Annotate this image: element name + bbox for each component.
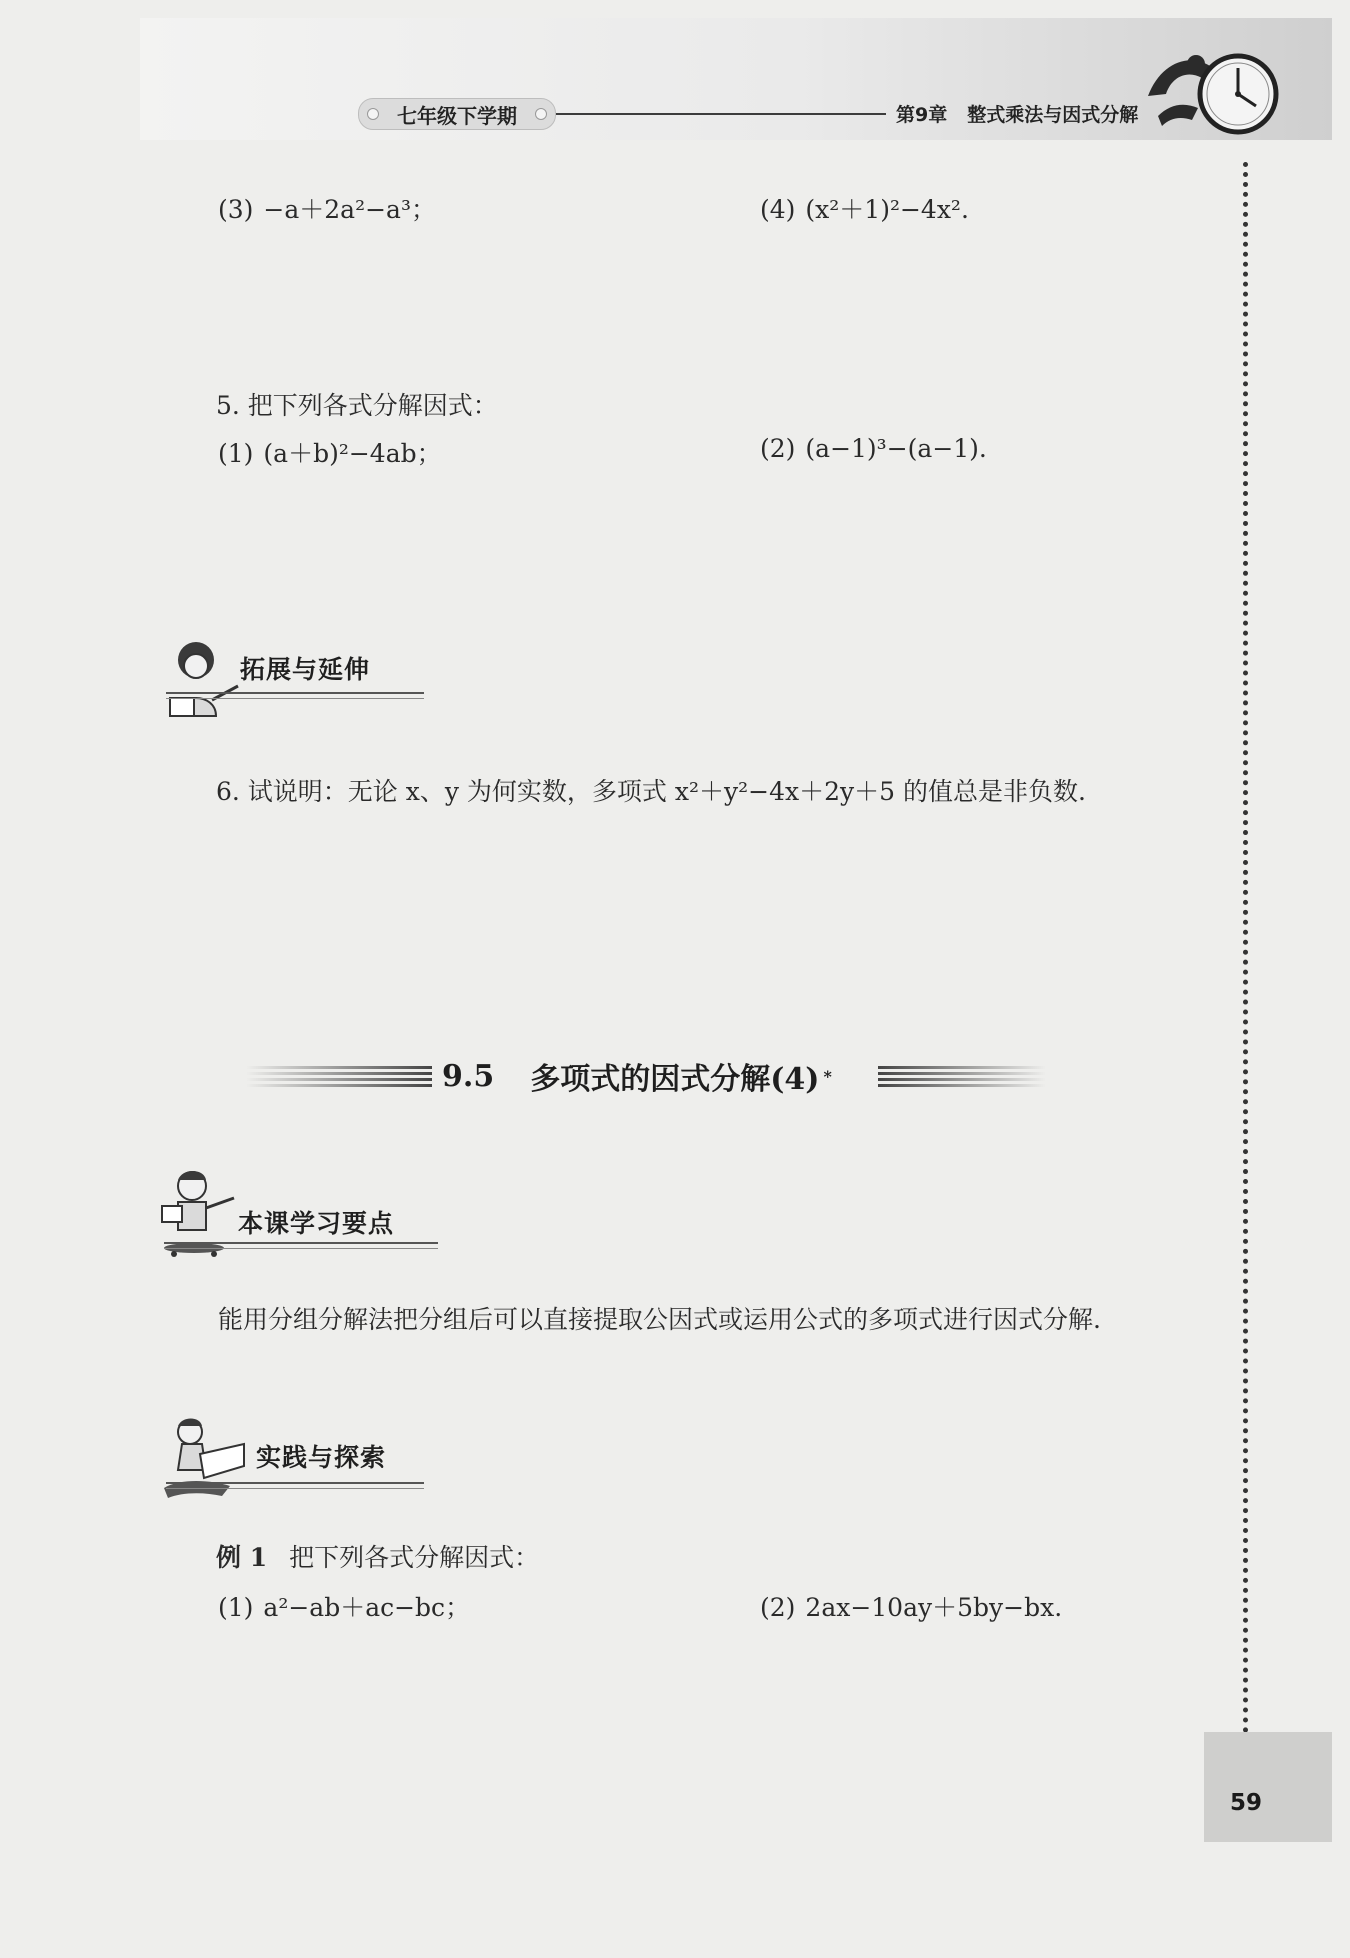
grade-label: 七年级下学期 (397, 103, 517, 128)
key-points-banner-label: 本课学习要点 (238, 1209, 395, 1238)
section-title (246, 1052, 1046, 1100)
q5-part-1-expr: (a＋b)²−4ab； (263, 439, 442, 468)
page-number-box (1204, 1732, 1332, 1842)
ex1-part-2-expr: 2ax−10ay＋5by−bx. (805, 1593, 1063, 1622)
section-number: 9.5 (442, 1058, 495, 1094)
pill-dot-left (367, 108, 379, 120)
practice-banner-label: 实践与探索 (256, 1443, 387, 1472)
pill-dot-right (535, 108, 547, 120)
teacher-icon (160, 640, 240, 724)
problem-3 (218, 190, 436, 226)
q5-part-2-expr: (a−1)³−(a−1). (805, 434, 987, 463)
example-1-label: 例 1 (216, 1543, 268, 1572)
problem-3-expr: −a＋2a²−a³； (263, 195, 436, 224)
chapter-number: 第9章 (896, 103, 948, 126)
problem-4-expr: (x²＋1)²−4x². (805, 195, 969, 224)
chapter-title: 整式乘法与因式分解 (967, 103, 1139, 126)
title-stripes-right (878, 1066, 1046, 1088)
ex1-part-2-label: (2) (760, 1593, 796, 1622)
section-name: 多项式的因式分解(4) (530, 1062, 820, 1097)
extension-banner-underline (166, 692, 424, 699)
question-5-stem: 5. 把下列各式分解因式： (216, 391, 498, 420)
problem-4 (760, 190, 969, 226)
example-1-part-1 (218, 1588, 470, 1624)
extension-banner (160, 640, 430, 730)
header-rule (556, 113, 886, 115)
example-1 (216, 1538, 539, 1574)
example-1-stem: 把下列各式分解因式： (289, 1543, 540, 1572)
question-5-part-2 (760, 434, 987, 463)
page-number: 59 (1229, 1790, 1262, 1816)
practice-banner-underline (166, 1482, 424, 1489)
problem-3-label: (3) (218, 195, 254, 224)
problem-4-label: (4) (760, 195, 796, 224)
runner-clock-icon (1140, 44, 1290, 144)
q5-part-1-label: (1) (218, 439, 254, 468)
question-5-part-1 (218, 434, 442, 470)
optional-mark: * (823, 1066, 832, 1086)
section-heading (442, 1052, 832, 1100)
key-points-banner (158, 1168, 444, 1260)
practice-banner (160, 1414, 430, 1504)
example-1-part-2 (760, 1588, 1062, 1624)
title-stripes-left (246, 1066, 432, 1088)
key-points-banner-underline (164, 1242, 438, 1249)
grade-badge (358, 98, 556, 130)
ex1-part-1-expr: a²−ab＋ac−bc； (263, 1593, 471, 1622)
key-points-text: 能用分组分解法把分组后可以直接提取公因式或运用公式的多项式进行因式分解. (218, 1305, 1101, 1334)
chapter-heading (896, 98, 1138, 128)
q5-part-2-label: (2) (760, 434, 796, 463)
extension-banner-label: 拓展与延伸 (240, 655, 371, 684)
question-6: 6. 试说明：无论 x、y 为何实数，多项式 x²＋y²−4x＋2y＋5 的值总是非负数. (216, 777, 1086, 806)
margin-dotted-rule (1243, 162, 1248, 1734)
ex1-part-1-label: (1) (218, 1593, 254, 1622)
